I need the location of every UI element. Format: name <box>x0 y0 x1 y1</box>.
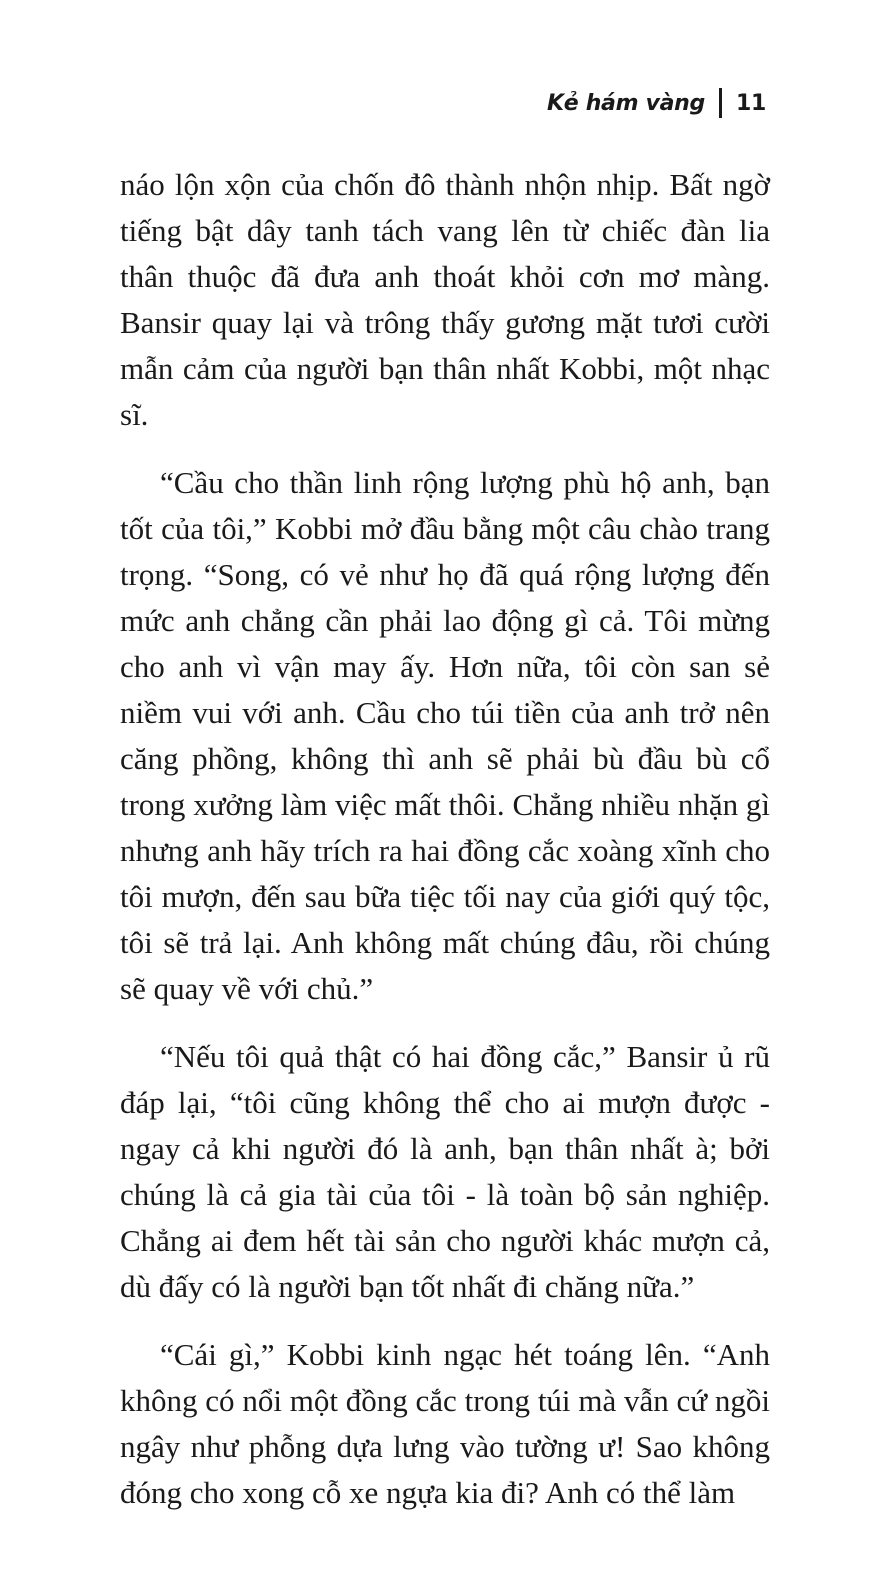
paragraph-1: náo lộn xộn của chốn đô thành nhộn nhịp. Bất ngờ tiếng bật dây tanh tách vang lên từ chiếc đàn lia thân thuộc đã đưa anh thoát khỏi cơn mơ màng. Bansir quay lại và trông thấy gương mặt tươi cười mẫn cảm của người bạn thân nhất Kobbi, một nhạc sĩ. <box>120 167 770 432</box>
paragraph-3: “Nếu tôi quả thật có hai đồng cắc,” Bansir ủ rũ đáp lại, “tôi cũng không thể cho ai mượn được - ngay cả khi người đó là anh, bạn thân nhất à; bởi chúng là cả gia tài của tôi - là toàn bộ sản nghiệp. Chẳng ai đem hết tài sản cho người khác mượn cả, dù đấy có là người bạn tốt nhất đi chăng nữa.” <box>120 1039 770 1304</box>
page-number: 11 <box>735 90 766 116</box>
header-divider <box>719 88 722 118</box>
paragraph-2: “Cầu cho thần linh rộng lượng phù hộ anh, bạn tốt của tôi,” Kobbi mở đầu bằng một câu chào trang trọng. “Song, có vẻ như họ đã quá rộng lượng đến mức anh chẳng cần phải lao động gì cả. Tôi mừng cho anh vì vận may ấy. Hơn nữa, tôi còn san sẻ niềm vui với anh. Cầu cho túi tiền của anh trở nên căng phồng, không thì anh sẽ phải bù đầu bù cổ trong xưởng làm việc mất thôi. Chẳng nhiều nhặn gì nhưng anh hãy trích ra hai đồng cắc xoàng xĩnh cho tôi mượn, đến sau bữa tiệc tối nay của giới quý tộc, tôi sẽ trả lại. Anh không mất chúng đâu, rồi chúng sẽ quay về với chủ.” <box>120 465 770 1006</box>
running-header <box>547 88 766 118</box>
body-text <box>120 162 770 1516</box>
chapter-title: Kẻ hám vàng <box>546 90 705 116</box>
paragraph-4: “Cái gì,” Kobbi kinh ngạc hét toáng lên. “Anh không có nổi một đồng cắc trong túi mà vẫn cứ ngồi ngây như phỗng dựa lưng vào tường ư! Sao không đóng cho xong cỗ xe ngựa kia đi? Anh có thể làm <box>120 1337 770 1510</box>
